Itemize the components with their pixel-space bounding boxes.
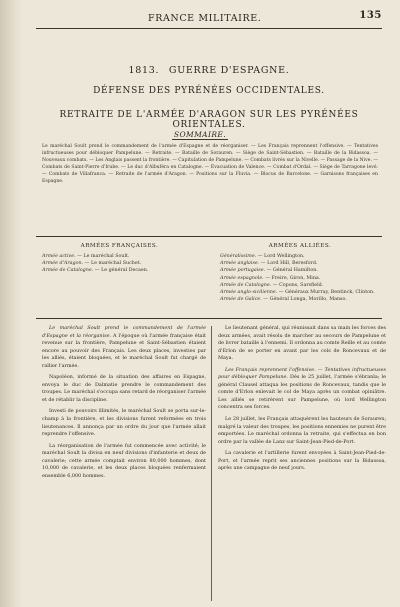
body-paragraph (42, 443, 206, 481)
paragraph-text: Dès le 25 juillet, l'armée s'ébranla; le général Clausel attaqua les positions de Roncevaux, tandis que le comte d'Erlon enlevait le col de Maya après un combat opiniâtre. Les alliés se retirèrent sur Pampelune, où lord Wellington concentra ses forces. (218, 374, 386, 411)
paragraph-text: A l'époque où l'armée française était revenue sur la frontière, Pampelune et Saint-Sébastien étaient encore au pouvoir des Français. Les deux places, investies par les alliés, étaient bloquées, et le maréchal Soult fut chargé de rallier l'armée. (42, 332, 206, 369)
body-paragraph (218, 325, 386, 363)
body-column-right (218, 325, 386, 603)
army-label: Armée d'Aragon. (42, 261, 84, 267)
army-label: Armée active. (42, 254, 76, 259)
army-commander: — Le maréchal Suchet. (83, 261, 142, 267)
paragraph-text: Le lieutenant général, qui réunissait dans sa main les forces des deux armées, avait résolu de marcher au secours de Pampelune et de livrer bataille à l'ennemi. Il ordonna au comte Reille et au comte d'Erlon de se porter en avant par les cols de Roncevaux et de Maya. (218, 325, 386, 362)
army-label: Généralissime. (220, 254, 257, 259)
army-commander: — Général Longa, Morillo, Manso. (261, 297, 347, 303)
paragraph-text: Investi de pouvoirs illimités, le maréchal Soult se porta sur-le-champ à la frontière, et les divisions furent reformées en trois lieutenances. Il annonça par un ordre du jour que l'armée allait reprendre l'offensive. (42, 408, 206, 438)
running-title: FRANCE MILITAIRE. (148, 13, 262, 24)
body-paragraph (42, 374, 206, 404)
army-entry (42, 253, 202, 260)
army-label: Armée de Galice. (220, 297, 262, 303)
army-label: Armée anglaise. (220, 261, 260, 267)
body-paragraph (42, 408, 206, 438)
army-entry (42, 260, 202, 267)
chapter-subtitle-2: RETRAITE DE L'ARMÉE D'ARAGON SUR LES PYRÉNÉES ORIENTALES. (59, 110, 359, 130)
army-label: Armée espagnole. (220, 275, 264, 281)
header-rule (36, 28, 382, 29)
army-entry (220, 275, 385, 282)
column-divider (211, 326, 212, 601)
body-column-left (42, 325, 206, 603)
paragraph-text: Napoléon, informé de la situation des affaires en Espagne, envoya le duc de Dalmatie prendre le commandement des troupes. Le maréchal s'occupa sans retard de réorganiser l'armée et de rétablir la discipline. (42, 374, 206, 403)
army-label: Armée de Catalogne. (42, 268, 94, 274)
army-commander: — Lord Wellington. (256, 254, 305, 259)
army-label: Armée portugaise. (220, 268, 266, 274)
army-commander: — Le général Decaen. (93, 268, 149, 274)
paragraph-text: Le 28 juillet, les Français attaquèrent les hauteurs de Sorauren; malgré la valeur des troupes, les positions ennemies ne purent être emportées. Le maréchal ordonna la retraite, qui s'effectua en bon ordre par la vallée de Lanz sur Saint-Jean-Pied-de-Port. (218, 416, 386, 445)
body-paragraph (42, 325, 206, 370)
french-armies-list (42, 253, 202, 275)
allied-armies-heading: ARMÉES ALLIÉES. (268, 243, 332, 249)
page-binding-shadow (0, 0, 22, 607)
army-commander: — Freire, Giron, Mina. (263, 275, 321, 281)
chapter-subtitle: DÉFENSE DES PYRÉNÉES OCCIDENTALES. (93, 86, 325, 96)
chapter-war: GUERRE D'ESPAGNE. (168, 65, 290, 76)
army-entry (220, 260, 385, 267)
army-entry (42, 267, 202, 274)
sommaire-text: Le maréchal Soult prend le commandement de l'armée d'Espagne et de réorganiser. — Les Français reprennent l'offensive. — Tentatives infructueuses pour débloquer Pampelune. — Retraite. — Bataille de Sorauren. — Siège de Saint-Sébastien. — Bataille de la Bidassoa. — Nouveaux combats. — Les Anglais passent la frontière. — Capitulation de Pampelune. — Combats livrés sur la Nivelle. — Passage de la Nive. — Combats de Saint-Pierre d'Irube. — Le duc d'Albuféra en Catalogne. — Évacuation de Valence. — Combat d'Ordal. — Siège de Tarragone levé. — Combats de Villafranca. — Retraite de l'armée d'Aragon. — Positions sur la Fluvia. — Blocus de Barcelone. — Garnisons françaises en Espagne. (42, 144, 378, 185)
body-paragraph (218, 416, 386, 446)
paragraph-lead: Le maréchal Soult prend le commandement de l'armée d'Espagne et la réorganise. (42, 325, 206, 339)
chapter-title (36, 65, 382, 76)
paragraph-text: La cavalerie et l'artillerie furent envoyées à Saint-Jean-Pied-de-Port, et l'armée reprit ses anciennes positions sur la Bidassoa, après une campagne de neuf jours. (218, 450, 386, 472)
army-entry (220, 289, 385, 296)
running-head (36, 4, 382, 28)
army-commander: — Lord Hill, Beresford. (259, 261, 318, 267)
french-armies-heading: ARMÉES FRANÇAISES. (80, 243, 159, 249)
sommaire-heading: SOMMAIRE. (173, 130, 227, 139)
chapter-year: 1813. (128, 65, 160, 76)
body-paragraph (218, 450, 386, 473)
armies-rule (36, 236, 382, 237)
allied-armies-list (220, 253, 385, 303)
army-commander: — Copons, Sarsfield. (271, 282, 324, 288)
army-entry (220, 253, 385, 260)
army-entry (220, 282, 385, 289)
army-commander: — Général Hamilton. (265, 268, 318, 274)
army-commander: — Généraux Murray, Bentinck, Clinton. (277, 290, 375, 296)
army-commander: — Le maréchal Soult. (75, 254, 130, 259)
army-entry (220, 296, 385, 303)
body-rule (36, 318, 382, 319)
army-label: Armée anglo-sicilienne. (220, 290, 278, 296)
paragraph-lead: Les Français reprennent l'offensive. — Tentatives infructueuses pour débloquer Pampelune. (218, 366, 386, 381)
army-label: Armée de Catalogne. (220, 282, 272, 288)
army-entry (220, 267, 385, 274)
page-number: 135 (359, 10, 382, 21)
body-paragraph (218, 367, 386, 412)
paragraph-text: La réorganisation de l'armée fut commencée avec activité; le maréchal Soult la divisa en neuf divisions d'infanterie et deux de cavalerie; cette armée comptait environ 80,000 hommes, dont 10,000 de cavalerie, et les deux places bloquées renfermaient ensemble 6,000 hommes. (42, 442, 206, 479)
